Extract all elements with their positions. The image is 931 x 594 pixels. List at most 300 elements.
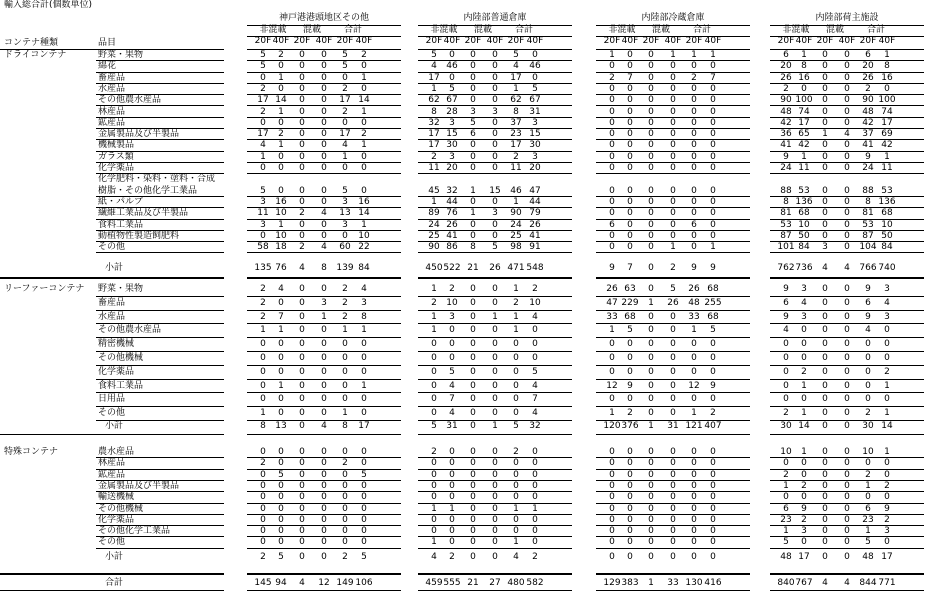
cell-value: 0 [783, 458, 789, 469]
cell-value: 6 [865, 50, 871, 60]
cell-value: 0 [609, 492, 615, 503]
cell-value: 4 [342, 140, 348, 151]
cell-value: 31 [529, 106, 541, 117]
cell-value: 1 [865, 526, 871, 537]
cell-value: 0 [691, 151, 697, 162]
cell-value: 0 [470, 196, 476, 207]
cell-value: 0 [321, 408, 327, 419]
cell-value: 0 [844, 196, 850, 207]
cell-value: 69 [881, 129, 893, 140]
cell-value: 0 [691, 61, 697, 72]
cell-value: 0 [260, 469, 266, 480]
cell-value: 4 [532, 380, 538, 391]
cell-value: 33 [688, 311, 700, 322]
cell-value: 2 [342, 458, 348, 469]
subtotal-value: 0 [321, 552, 327, 562]
row-rule [247, 351, 401, 352]
cell-value: 0 [822, 163, 828, 173]
cell-value: 1 [513, 83, 519, 94]
cell-value: 0 [299, 353, 305, 363]
cell-value: 0 [299, 325, 305, 336]
cell-value: 0 [492, 380, 498, 391]
row-rule [96, 337, 224, 338]
cell-value: 1 [278, 219, 284, 230]
cell-value: 0 [627, 480, 633, 491]
cell-value: 0 [449, 469, 455, 480]
cell-value: 0 [670, 339, 676, 350]
cell-value: 5 [783, 537, 789, 548]
subtotal-value: 31 [667, 421, 679, 431]
cell-value: 0 [492, 408, 498, 419]
cell-value: 0 [470, 480, 476, 491]
row-rule [418, 392, 572, 393]
cell-value: 0 [670, 230, 676, 241]
cell-value: 1 [513, 284, 519, 294]
cell-value: 0 [321, 447, 327, 457]
section-rule [0, 277, 224, 279]
item-label: 野菜・果物 [98, 50, 144, 60]
cell-value: 5 [532, 83, 538, 94]
subtotal-value: 120 [603, 421, 621, 431]
cell-value: 0 [299, 230, 305, 241]
grand-total-value: 844 [859, 578, 877, 588]
sub-header: 混載 [825, 25, 844, 35]
cell-value: 0 [609, 353, 615, 363]
cell-value: 0 [865, 339, 871, 350]
cell-value: 0 [492, 230, 498, 241]
item-label: 林産品 [98, 458, 126, 469]
row-rule [596, 548, 750, 549]
item-label: 繊維工業品及び半製品 [98, 208, 189, 219]
cell-value: 0 [801, 394, 807, 405]
subtotal-value: 2 [260, 552, 266, 562]
cell-value: 0 [648, 458, 654, 469]
cell-value: 0 [627, 163, 633, 173]
cell-value: 10 [446, 297, 458, 308]
cell-value: 0 [691, 117, 697, 128]
cell-value: 0 [299, 480, 305, 491]
subtotal-value: 0 [822, 552, 828, 562]
subtotal-value: 7 [627, 263, 633, 273]
cell-value: 2 [865, 408, 871, 419]
cell-value: 0 [648, 503, 654, 514]
cell-value: 68 [624, 311, 636, 322]
cell-value: 0 [648, 380, 654, 391]
cell-value: 1 [431, 503, 437, 514]
size-label: 20F [859, 36, 877, 46]
cell-value: 0 [278, 514, 284, 525]
subtotal-value: 0 [844, 552, 850, 562]
cell-value: 2 [299, 242, 305, 253]
cell-value: 0 [299, 151, 305, 162]
cell-value: 0 [492, 458, 498, 469]
cell-value: 0 [691, 242, 697, 253]
cell-value: 0 [278, 503, 284, 514]
cell-value: 4 [865, 325, 871, 336]
cell-value: 0 [865, 492, 871, 503]
cell-value: 0 [361, 366, 367, 377]
cell-value: 0 [783, 380, 789, 391]
cell-value: 0 [431, 408, 437, 419]
size-label: 40F [621, 36, 639, 46]
cell-value: 0 [299, 469, 305, 480]
cell-value: 1 [278, 140, 284, 151]
cell-value: 0 [278, 117, 284, 128]
cell-value: 1 [278, 72, 284, 83]
cell-value: 14 [358, 208, 370, 219]
cell-value: 0 [801, 325, 807, 336]
cell-value: 0 [321, 219, 327, 230]
cell-value: 14 [358, 95, 370, 106]
cell-value: 79 [529, 208, 541, 219]
row-rule [418, 323, 572, 324]
cell-value: 0 [670, 514, 676, 525]
cell-value: 0 [299, 492, 305, 503]
cell-value: 2 [801, 480, 807, 491]
size-label: 40F [704, 36, 722, 46]
cell-value: 0 [321, 140, 327, 151]
cell-value: 0 [342, 492, 348, 503]
section-rule [418, 277, 572, 279]
subtotal-value: 0 [299, 552, 305, 562]
cell-value: 0 [321, 129, 327, 140]
cell-value: 1 [609, 50, 615, 60]
cell-value: 0 [321, 230, 327, 241]
cell-value: 0 [342, 366, 348, 377]
cell-value: 5 [513, 50, 519, 60]
cell-value: 0 [278, 163, 284, 173]
cell-value: 0 [691, 83, 697, 94]
cell-value: 0 [691, 353, 697, 363]
cell-value: 20 [529, 163, 541, 173]
cell-value: 0 [822, 106, 828, 117]
cell-value: 0 [492, 50, 498, 60]
subtotal-value: 2 [449, 552, 455, 562]
cell-value: 62 [428, 95, 440, 106]
cell-value: 0 [342, 117, 348, 128]
cell-value: 98 [510, 242, 522, 253]
cell-value: 0 [648, 151, 654, 162]
grand-total-value: 383 [621, 578, 639, 588]
cell-value: 0 [648, 480, 654, 491]
cell-value: 0 [884, 325, 890, 336]
cell-value: 0 [844, 311, 850, 322]
cell-value: 6 [865, 503, 871, 514]
cell-value: 0 [648, 366, 654, 377]
grand-total-value: 106 [355, 578, 373, 588]
cell-value: 0 [431, 458, 437, 469]
cell-value: 0 [627, 117, 633, 128]
cell-value: 17 [339, 95, 351, 106]
cell-value: 1 [801, 447, 807, 457]
cell-value: 0 [609, 117, 615, 128]
cell-value: 2 [299, 208, 305, 219]
item-label: 動植物性製造飼肥料 [98, 230, 180, 241]
cell-value: 0 [342, 230, 348, 241]
cell-value: 1 [609, 408, 615, 419]
cell-value: 0 [278, 297, 284, 308]
cell-value: 0 [492, 61, 498, 72]
row-rule [96, 548, 224, 549]
cell-value: 0 [844, 514, 850, 525]
cell-value: 0 [278, 458, 284, 469]
cell-value: 0 [431, 353, 437, 363]
cell-value: 30 [446, 140, 458, 151]
cell-value: 1 [884, 408, 890, 419]
cell-value: 2 [691, 72, 697, 83]
cell-value: 0 [691, 514, 697, 525]
cell-value: 0 [278, 61, 284, 72]
cell-value: 2 [260, 458, 266, 469]
cell-value: 0 [648, 447, 654, 457]
cell-value: 0 [449, 492, 455, 503]
cell-value: 2 [342, 311, 348, 322]
sub-header: 合計 [692, 25, 711, 35]
cell-value: 53 [881, 185, 893, 196]
size-label: 40F [486, 36, 504, 46]
cell-value: 4 [449, 408, 455, 419]
cell-value: 0 [670, 380, 676, 391]
cell-value: 1 [884, 380, 890, 391]
cell-value: 1 [801, 151, 807, 162]
cell-value: 2 [801, 514, 807, 525]
cell-value: 10 [798, 219, 810, 230]
group-header: 内陸部冷蔵倉庫 [641, 13, 705, 23]
cell-value: 0 [513, 514, 519, 525]
cell-value: 2 [260, 106, 266, 117]
cell-value: 0 [710, 219, 716, 230]
subtotal-value: 471 [507, 263, 525, 273]
subtotal-value: 8 [342, 421, 348, 431]
cell-value: 0 [513, 339, 519, 350]
cell-value: 0 [513, 458, 519, 469]
cell-value: 67 [529, 95, 541, 106]
cell-value: 0 [492, 219, 498, 230]
section-label: 特殊コンテナ [4, 447, 59, 457]
cell-value: 10 [275, 208, 287, 219]
cell-value: 0 [513, 469, 519, 480]
cell-value: 24 [862, 163, 874, 173]
cell-value: 0 [627, 339, 633, 350]
cell-value: 0 [844, 106, 850, 117]
cell-value: 0 [691, 492, 697, 503]
cell-value: 0 [361, 163, 367, 173]
grand-total-value: 459 [425, 578, 443, 588]
cell-value: 0 [783, 394, 789, 405]
cell-value: 0 [449, 480, 455, 491]
cell-value: 0 [710, 480, 716, 491]
cell-value: 0 [278, 394, 284, 405]
cell-value: 0 [822, 447, 828, 457]
cell-value: 0 [470, 50, 476, 60]
cell-value: 84 [798, 242, 810, 253]
cell-value: 0 [884, 353, 890, 363]
cell-value: 7 [710, 72, 716, 83]
cell-value: 0 [844, 353, 850, 363]
cell-value: 0 [648, 129, 654, 140]
cell-value: 4 [278, 284, 284, 294]
size-label: 20F [642, 36, 660, 46]
cell-value: 15 [489, 185, 501, 196]
cell-value: 0 [670, 394, 676, 405]
size-label: 20F [293, 36, 311, 46]
cell-value: 0 [844, 185, 850, 196]
cell-value: 28 [446, 106, 458, 117]
cell-value: 0 [648, 106, 654, 117]
cell-value: 0 [670, 408, 676, 419]
cell-value: 0 [691, 503, 697, 514]
cell-value: 2 [260, 83, 266, 94]
cell-value: 0 [532, 480, 538, 491]
cell-value: 1 [865, 480, 871, 491]
subtotal-value: 4 [844, 263, 850, 273]
cell-value: 90 [780, 95, 792, 106]
cell-value: 0 [822, 72, 828, 83]
cell-value: 0 [670, 129, 676, 140]
cell-value: 0 [710, 492, 716, 503]
cell-value: 68 [707, 311, 719, 322]
cell-value: 26 [780, 72, 792, 83]
cell-value: 0 [513, 353, 519, 363]
cell-value: 0 [648, 50, 654, 60]
cell-value: 0 [342, 537, 348, 548]
size-label: 40F [878, 36, 896, 46]
cell-value: 0 [449, 447, 455, 457]
cell-value: 0 [822, 117, 828, 128]
cell-value: 2 [342, 106, 348, 117]
cell-value: 0 [342, 353, 348, 363]
cell-value: 0 [470, 284, 476, 294]
row-rule [770, 392, 924, 393]
cell-value: 0 [513, 394, 519, 405]
cell-value: 0 [299, 537, 305, 548]
cell-value: 0 [342, 526, 348, 537]
cell-value: 0 [822, 408, 828, 419]
cell-value: 0 [299, 95, 305, 106]
grand-total-value: 416 [704, 578, 722, 588]
cell-value: 23 [780, 514, 792, 525]
cell-value: 1 [278, 380, 284, 391]
cell-value: 0 [532, 458, 538, 469]
cell-value: 3 [470, 106, 476, 117]
cell-value: 0 [822, 95, 828, 106]
cell-value: 0 [342, 480, 348, 491]
item-label: その他農水産品 [98, 95, 162, 106]
cell-value: 0 [627, 366, 633, 377]
subtotal-value: 17 [881, 552, 893, 562]
cell-value: 0 [670, 537, 676, 548]
cell-value: 0 [844, 469, 850, 480]
cell-value: 1 [884, 50, 890, 60]
cell-value: 0 [627, 242, 633, 253]
cell-value: 0 [532, 537, 538, 548]
size-label: 20F [685, 36, 703, 46]
cell-value: 0 [513, 366, 519, 377]
cell-value: 0 [627, 394, 633, 405]
cell-value: 0 [710, 83, 716, 94]
cell-value: 229 [621, 297, 639, 308]
cell-value: 17 [510, 140, 522, 151]
cell-value: 0 [532, 353, 538, 363]
cell-value: 0 [492, 72, 498, 83]
cell-value: 0 [299, 185, 305, 196]
cell-value: 1 [278, 106, 284, 117]
cell-value: 1 [609, 325, 615, 336]
cell-value: 24 [428, 219, 440, 230]
cell-value: 2 [342, 284, 348, 294]
cell-value: 0 [691, 480, 697, 491]
grand-total-value: 130 [685, 578, 703, 588]
subtotal-value: 766 [859, 263, 877, 273]
subtotal-value: 9 [691, 263, 697, 273]
section-rule [770, 434, 924, 435]
row-rule [96, 406, 224, 407]
cell-value: 0 [492, 151, 498, 162]
cell-value: 2 [865, 83, 871, 94]
cell-value: 1 [801, 408, 807, 419]
cell-value: 0 [822, 311, 828, 322]
cell-value: 2 [783, 408, 789, 419]
cell-value: 17 [257, 95, 269, 106]
subtotal-value: 76 [275, 263, 287, 273]
subtotal-value: 30 [862, 421, 874, 431]
cell-value: 0 [691, 447, 697, 457]
item-label: 輸送機械 [98, 492, 135, 503]
cell-value: 1 [361, 380, 367, 391]
cell-value: 0 [710, 140, 716, 151]
cell-value: 0 [321, 50, 327, 60]
cell-value: 0 [648, 514, 654, 525]
cell-value: 0 [361, 339, 367, 350]
cell-value: 0 [710, 106, 716, 117]
bottom-rule [0, 590, 224, 591]
cell-value: 0 [532, 514, 538, 525]
cell-value: 0 [884, 83, 890, 94]
subtotal-value: 762 [777, 263, 795, 273]
cell-value: 0 [321, 353, 327, 363]
cell-value: 32 [446, 185, 458, 196]
cell-value: 2 [783, 83, 789, 94]
sub-header: 合計 [343, 25, 362, 35]
cell-value: 18 [275, 242, 287, 253]
subtotal-value: 21 [467, 263, 479, 273]
cell-value: 0 [691, 339, 697, 350]
cell-value: 0 [449, 514, 455, 525]
cell-value: 0 [844, 537, 850, 548]
grand-total-value: 21 [467, 578, 479, 588]
cell-value: 0 [513, 526, 519, 537]
item-label: その他機械 [98, 353, 144, 363]
cell-value: 0 [822, 537, 828, 548]
cell-value: 0 [532, 492, 538, 503]
cell-value: 2 [361, 129, 367, 140]
cell-value: 0 [627, 151, 633, 162]
cell-value: 23 [862, 514, 874, 525]
sub-header: 混載 [473, 25, 492, 35]
cell-value: 0 [627, 196, 633, 207]
cell-value: 0 [670, 140, 676, 151]
row-rule [596, 173, 750, 174]
cell-value: 0 [844, 163, 850, 173]
cell-value: 46 [510, 185, 522, 196]
subtotal-value: 48 [780, 552, 792, 562]
subtotal-value: 9 [710, 263, 716, 273]
cell-value: 0 [648, 408, 654, 419]
cell-value: 0 [260, 503, 266, 514]
cell-value: 0 [670, 151, 676, 162]
cell-value: 16 [358, 196, 370, 207]
cell-value: 0 [470, 230, 476, 241]
